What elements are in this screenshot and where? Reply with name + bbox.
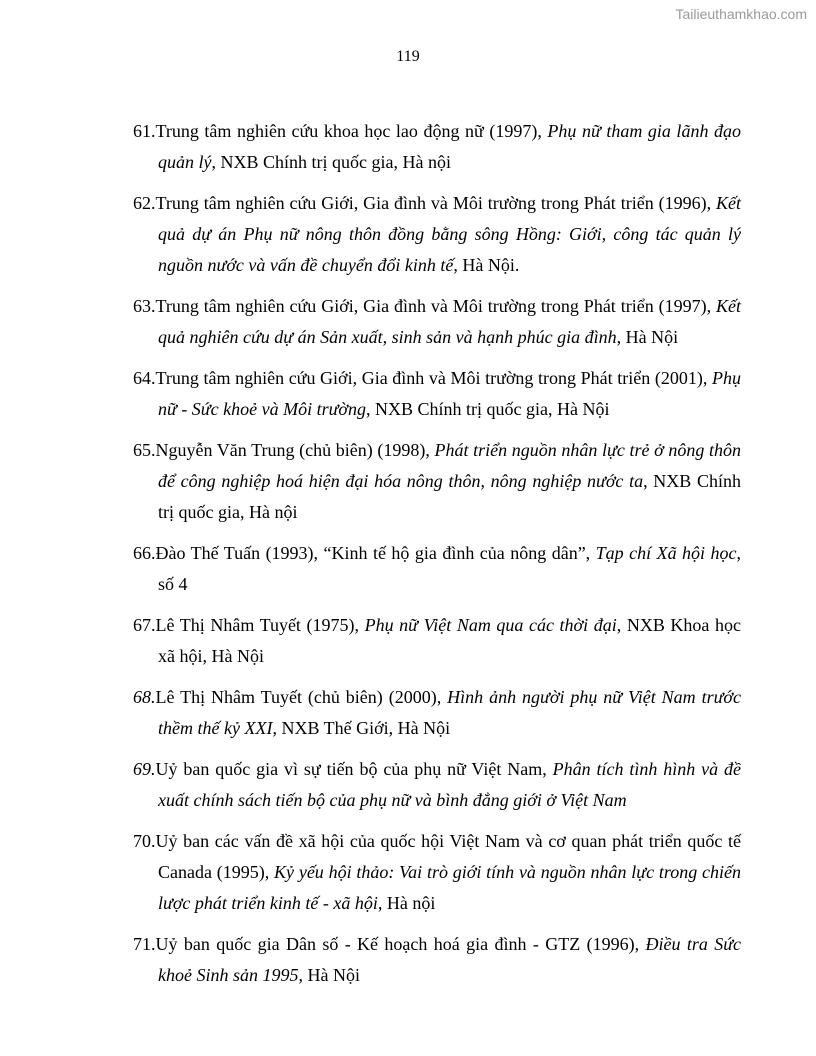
reference-text: Trung tâm nghiên cứu Giới, Gia đình và Môi trường trong Phát triển (2001), (155, 368, 712, 388)
reference-item (133, 116, 741, 178)
reference-number: 62. (133, 193, 156, 213)
reference-number: 66. (133, 543, 156, 563)
reference-text: Trung tâm nghiên cứu khoa học lao động nữ (1997), (155, 121, 548, 141)
reference-publisher: , Hà Nội (616, 327, 679, 347)
reference-number: 64. (133, 368, 156, 388)
reference-publisher: , NXB Thế Giới, Hà Nội (272, 718, 451, 738)
reference-publisher: , Hà nội (377, 893, 436, 913)
reference-title: Kết quả nghiên cứu dự án Sản xuất, sinh sản và hạnh phúc gia đình (158, 296, 741, 347)
reference-item (133, 754, 741, 816)
reference-title: Kỷ yếu hội thảo: Vai trò giới tính và nguồn nhân lực trong chiến lược phát triển kinh tế - xã hội (158, 862, 741, 913)
reference-item (133, 291, 741, 353)
reference-text: Uỷ ban các vấn đề xã hội của quốc hội Việt Nam và cơ quan phát triển quốc tế Canada (1995), (155, 831, 741, 882)
reference-publisher: , NXB Chính trị quốc gia, Hà Nội (366, 399, 610, 419)
reference-text: Lê Thị Nhâm Tuyết (1975), (155, 615, 365, 635)
reference-text: Lê Thị Nhâm Tuyết (chủ biên) (2000), (155, 687, 448, 707)
reference-publisher: , NXB Chính trị quốc gia, Hà nội (158, 471, 741, 522)
reference-number: 65. (133, 440, 156, 460)
reference-number: 71. (133, 934, 156, 954)
reference-number: 68. (133, 687, 156, 707)
reference-number: 70. (133, 831, 156, 851)
reference-item (133, 188, 741, 281)
reference-title: Phân tích tình hình và đề xuất chính sách tiến bộ của phụ nữ và bình đẳng giới ở Việt Nam (158, 759, 742, 810)
reference-title: Phụ nữ Việt Nam qua các thời đại (364, 615, 617, 635)
reference-number: 61. (133, 121, 156, 141)
reference-number: 69. (133, 759, 156, 779)
reference-number: 63. (133, 296, 156, 316)
reference-title: Hình ảnh người phụ nữ Việt Nam trước thềm thế kỷ XXI (158, 687, 741, 738)
reference-title: Phụ nữ - Sức khoẻ và Môi trường (158, 368, 741, 419)
reference-publisher: , Hà Nội (298, 965, 360, 985)
page-number: 119 (396, 48, 420, 65)
reference-text: Trung tâm nghiên cứu Giới, Gia đình và Môi trường trong Phát triển (1997), (155, 296, 716, 316)
reference-item (133, 682, 741, 744)
reference-text: Đào Thế Tuấn (1993), “Kinh tế hộ gia đình của nông dân”, (155, 543, 596, 563)
reference-text: Trung tâm nghiên cứu Giới, Gia đình và Môi trường trong Phát triển (1996), (155, 193, 716, 213)
reference-text: Nguyễn Văn Trung (chủ biên) (1998), (155, 440, 435, 460)
reference-title: Điều tra Sức khoẻ Sinh sản 1995 (158, 934, 741, 985)
reference-publisher: , Hà Nội. (453, 255, 520, 275)
reference-item (133, 929, 741, 991)
reference-text: Uỷ ban quốc gia Dân số - Kế hoạch hoá gia đình - GTZ (1996), (155, 934, 646, 954)
watermark: Tailieuthamkhao.com (675, 6, 807, 22)
reference-text: Uỷ ban quốc gia vì sự tiến bộ của phụ nữ Việt Nam, (155, 759, 553, 779)
reference-item (133, 435, 741, 528)
reference-title: Phụ nữ tham gia lãnh đạo quản lý (158, 121, 741, 172)
reference-title: Tạp chí Xã hội học (595, 543, 737, 563)
reference-number: 67. (133, 615, 156, 635)
reference-publisher: , NXB Chính trị quốc gia, Hà nội (211, 152, 451, 172)
reference-list (133, 116, 741, 1001)
reference-title: Phát triển nguồn nhân lực trẻ ở nông thôn để công nghiệp hoá hiện đại hóa nông thôn, nông nghiệp nước ta (158, 440, 742, 491)
reference-item (133, 826, 741, 919)
reference-title: Kết quả dự án Phụ nữ nông thôn đồng bằng sông Hồng: Giới, công tác quản lý nguồn nước và vấn đề chuyển đổi kinh tế (158, 193, 741, 275)
reference-publisher: , số 4 (158, 543, 741, 594)
reference-item (133, 538, 741, 600)
reference-publisher: , NXB Khoa học xã hội, Hà Nội (158, 615, 741, 666)
reference-item (133, 610, 741, 672)
reference-item (133, 363, 741, 425)
